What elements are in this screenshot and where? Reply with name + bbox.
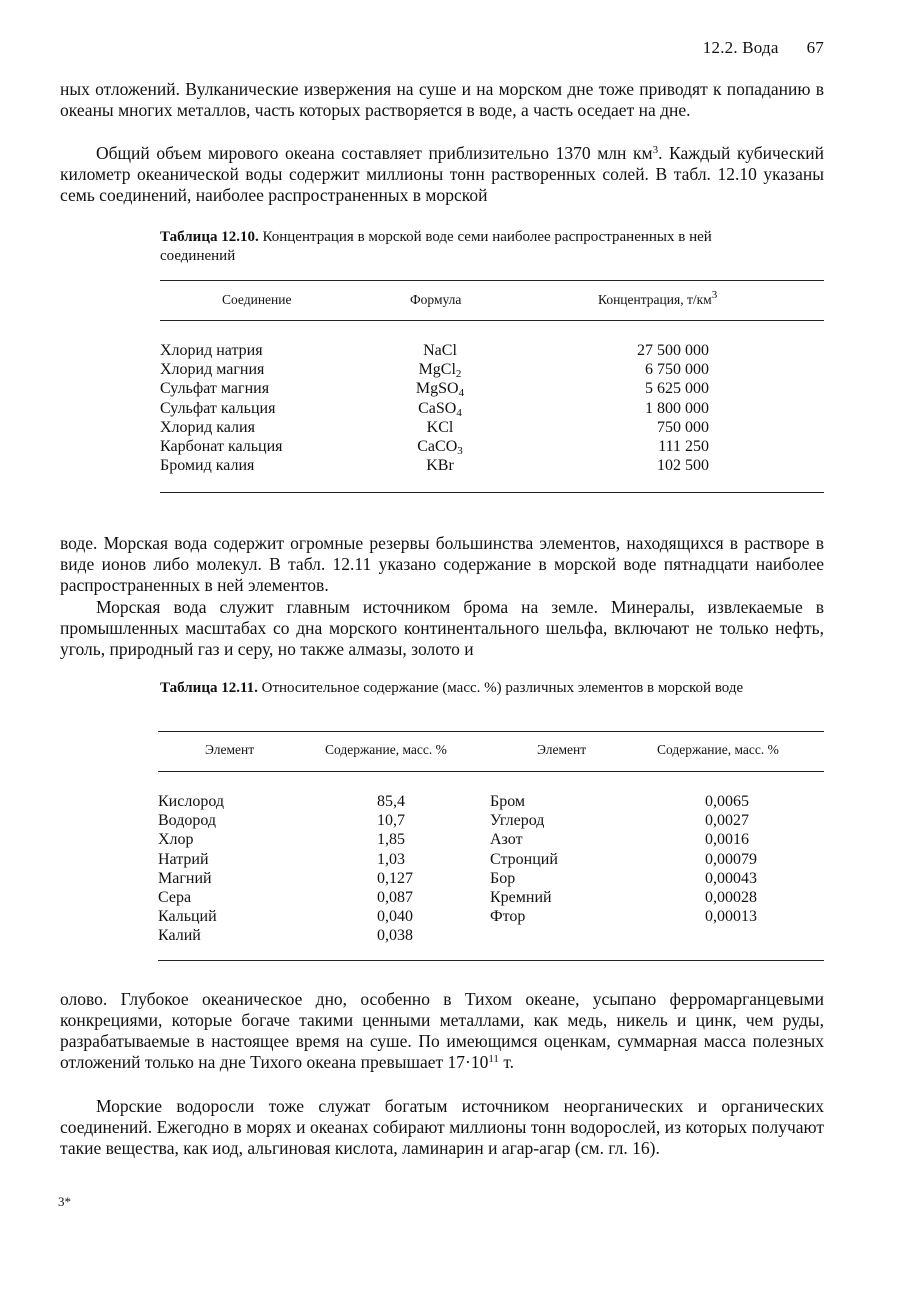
element-cell: Калий <box>158 927 201 945</box>
content-cell: 1,85 <box>377 831 405 849</box>
header-concentration: Концентрация, $т/км^3$ <box>598 289 718 307</box>
table-1-bottom-rule <box>160 492 824 493</box>
compound-cell: Карбонат кальция <box>160 438 283 456</box>
concentration-cell: 5 625 000 <box>645 380 709 398</box>
table-12-10-caption: Таблица 12.10. Концентрация в морской воде семи наиболее распространенных в ней соединений <box>160 229 712 264</box>
paragraph-2: Общий объем мирового океана составляет приблизительно 1370 млн $км^3$. Каждый кубический километр океанической воды содержит миллионы тонн растворенных солей. В табл. 12.10 указаны семь соединений, наиболее распространенных в морской <box>60 143 825 205</box>
formula-cell: KCl <box>426 418 454 436</box>
content-cell: 85,4 <box>377 793 405 810</box>
content-cell: 0,087 <box>377 889 413 907</box>
concentration-cell: 102 500 <box>657 457 709 475</box>
content-cell: 0,0016 <box>705 831 749 849</box>
formula-cell: MgCl$_2$ <box>418 361 462 381</box>
paragraph-3: воде. Морская вода содержит огромные резервы большинства элементов, находящихся в растворе в виде ионов либо молекул. В табл. 12.11 указано содержание в морской воде пятнадцати наиболее распространенных в ней элементов. <box>60 533 824 595</box>
content-cell: 10,7 <box>377 812 405 830</box>
paragraph-5: олово. Глубокое океаническое дно, особенно в Тихом океане, усыпано ферромарганцевыми конкрециями, которые богаче такими ценными металлами, как медь, никель и цинк, чем руды, разрабатываемые в настоящее время на суше. По имеющимся оценкам, суммарная масса полезных отложений только на дне Тихого океана превышает $17\cdot 10^{11}$ т. <box>60 989 824 1072</box>
table-12-11-caption: Таблица 12.11. Относительное содержание (масс. %) различных элементов в морской воде <box>160 680 744 696</box>
concentration-cell: 27 500 000 <box>637 342 709 359</box>
element-cell: Кальций <box>158 908 217 926</box>
signature-mark: 3* <box>58 1194 71 1209</box>
formula-cell: NaCl <box>423 342 457 359</box>
element-cell: Бром <box>490 793 526 810</box>
table-2-bottom-rule <box>158 960 824 961</box>
section-title: 12.2. Вода <box>702 38 779 57</box>
concentration-cell: 1 800 000 <box>645 399 709 417</box>
concentration-cell: 750 000 <box>657 418 709 436</box>
compound-cell: Бромид калия <box>160 457 255 475</box>
element-cell: Сера <box>158 889 192 907</box>
element-cell: Углерод <box>490 812 545 830</box>
compound-cell: Хлорид магния <box>160 361 265 379</box>
formula-cell: CaCO$_3$ <box>417 438 463 458</box>
element-cell: Хлор <box>158 831 194 849</box>
content-cell: 0,00013 <box>705 908 757 926</box>
element-cell: Кремний <box>490 889 552 907</box>
table-2-header-rule <box>158 771 824 772</box>
element-cell: Магний <box>158 869 212 887</box>
content-cell: 1,03 <box>377 850 405 868</box>
formula-cell: CaSO$_4$ <box>418 399 462 419</box>
content-cell: 0,038 <box>377 927 413 945</box>
table-2-top-rule <box>158 731 824 732</box>
header-compound: Соединение <box>222 292 292 307</box>
table-1-formula-column <box>380 341 500 475</box>
header-formula: Формула <box>410 292 462 307</box>
compound-cell: Сульфат магния <box>160 380 270 398</box>
paragraph-1: ных отложений. Вулканические извержения на суше и на морском дне тоже приводят к попаданию в океаны многих металлов, часть которых растворяется в воде, а часть оседает на дне. <box>60 79 824 120</box>
running-head <box>703 38 824 58</box>
compound-cell: Хлорид калия <box>160 418 255 436</box>
content-cell: 0,040 <box>377 908 413 926</box>
content-cell: 0,0065 <box>705 793 749 810</box>
concentration-cell: 111 250 <box>658 438 709 456</box>
compound-cell: Хлорид натрия <box>160 342 263 359</box>
table-1-value-column <box>600 341 709 475</box>
table-2-right-value-column <box>705 792 795 926</box>
element-cell: Водород <box>158 812 217 830</box>
paragraph-6: Морские водоросли тоже служат богатым источником неорганических и органических соединений. Ежегодно в морях и океанах собирают миллионы тонн водорослей, из которых получают такие вещества, как иод, альгиновая кислота, ламинарин и агар-агар (см. гл. 16). <box>60 1096 824 1158</box>
header-element-right: Элемент <box>537 742 587 757</box>
formula-cell: MgSO$_4$ <box>415 380 465 400</box>
header-content-right: Содержание, масс. % <box>657 742 779 757</box>
table-2-right-element-column <box>490 792 640 926</box>
element-cell: Кислород <box>158 793 224 810</box>
table-2-left-element-column <box>158 792 308 946</box>
concentration-cell: 6 750 000 <box>645 361 709 379</box>
content-cell: 0,00079 <box>705 850 757 868</box>
header-content-left: Содержание, масс. % <box>325 742 447 757</box>
table-1-header-rule <box>160 320 824 321</box>
paragraph-4: Морская вода служит главным источником брома на земле. Минералы, извлекаемые в промышленных масштабах со дна морского континентального шельфа, включают не только нефть, уголь, природный газ и серу, но также алмазы, золото и <box>60 597 824 659</box>
content-cell: 0,00028 <box>705 889 757 907</box>
compound-cell: Сульфат кальция <box>160 399 276 417</box>
content-cell: 0,00043 <box>705 869 757 887</box>
table-1-compound-column <box>160 341 360 475</box>
element-cell: Бор <box>490 869 516 887</box>
header-element-left: Элемент <box>205 742 255 757</box>
content-cell: 0,127 <box>377 869 413 887</box>
formula-cell: KBr <box>426 457 454 475</box>
table-2-left-value-column <box>377 792 457 946</box>
element-cell: Азот <box>490 831 523 849</box>
element-cell: Фтор <box>490 908 526 926</box>
content-cell: 0,0027 <box>705 812 749 830</box>
table-1-top-rule <box>160 280 824 281</box>
page-number: 67 <box>806 38 824 57</box>
element-cell: Натрий <box>158 850 209 868</box>
element-cell: Стронций <box>490 850 558 868</box>
